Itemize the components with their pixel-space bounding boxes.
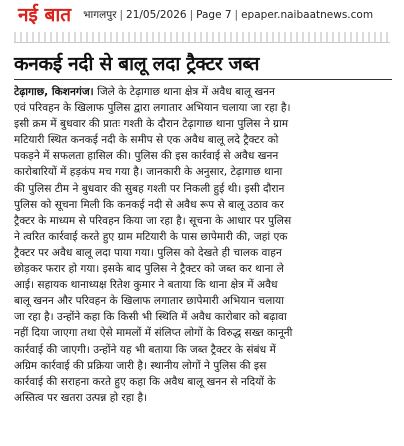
article-line: मटियारी स्थित कनकई नदी के समीप से एक अवैध बालू लदे ट्रैक्टर को xyxy=(14,134,279,147)
article-line: छोड़कर फरार हो गया। इसके बाद पुलिस ने ट्रैक्टर को जब्त कर थाना ले xyxy=(14,263,284,276)
article-line: पुलिस को सूचना मिली कि कनकई नदी से अवैध रूप से बालू उठाव कर xyxy=(14,198,284,211)
page-header xyxy=(0,0,404,30)
article-line: नहीं दिया जाएगा तथा ऐसे मामलों में संलिप्त लोगों के विरुद्ध सख्त कानूनी xyxy=(14,327,293,340)
article-line: कारोबारियों में हड़कंप मच गया है। जानकारी के अनुसार, टेढ़ागाछ थाना xyxy=(14,166,283,179)
article-line xyxy=(14,84,392,100)
article-line: कार्रवाई की जाएगी। उन्होंने यह भी बताया कि जब्त ट्रैक्टर के संबंध में xyxy=(14,343,276,356)
article-line: ट्रैक्टर पर अवैध बालू लदा पाया गया। पुलिस को देखते ही चालक वाहन xyxy=(14,246,282,259)
headline-divider xyxy=(14,79,392,80)
epaper-url: epaper.naibaatnews.com xyxy=(241,9,374,21)
newspaper-logo: नई बात xyxy=(18,3,72,26)
separator: | xyxy=(119,9,124,21)
article-line: बालू खनन और परिवहन के खिलाफ लगातार छापेमारी अभियान चलाया xyxy=(14,295,284,308)
article-body xyxy=(14,84,392,406)
article-line: कार्रवाई की सराहना करते हुए कहा कि अवैध बालू खनन से नदियों के xyxy=(14,375,276,388)
edition-info xyxy=(83,8,373,22)
separator: | xyxy=(234,9,239,21)
article-dateline: टेढ़ागाछ, किशनगंज। xyxy=(14,86,94,98)
article-line: इसी क्रम में बुधवार की प्रातः गश्ती के दौरान टेढ़ागाछ थाना पुलिस ने ग्राम xyxy=(14,118,289,131)
separator: | xyxy=(189,9,194,21)
article-line: ने त्वरित कार्रवाई करते हुए ग्राम मटियारी के पास छापेमारी की, जहां एक xyxy=(14,230,288,243)
previous-article-fragment xyxy=(14,32,390,43)
article-line: जा रहा है। उन्होंने कहा कि किसी भी स्थिति में अवैध कारोबार को बढ़ावा xyxy=(14,311,287,324)
page-number: Page 7 xyxy=(196,9,232,21)
article-line: ट्रैक्टर के माध्यम से परिवहन किया जा रहा है। सूचना के आधार पर पुलिस xyxy=(14,214,292,227)
article-line: एवं परिवहन के खिलाफ पुलिस द्वारा लगातार अभियान चलाया जा रहा है। xyxy=(14,102,291,115)
edition-date: 21/05/2026 xyxy=(126,9,187,21)
article-line: अग्रिम कार्रवाई की प्रक्रिया जारी है। स्थानीय लोगों ने पुलिस की इस xyxy=(14,359,267,372)
article-clipping xyxy=(0,32,404,446)
article-headline: कनकई नदी से बालू लदा ट्रैक्टर जब्त xyxy=(14,53,260,75)
article-line: की पुलिस टीम ने बुधवार की सुबह गश्ती पर निकली हुई थी। इसी दौरान xyxy=(14,182,285,195)
edition-location: भागलपुर xyxy=(83,9,117,21)
article-line-text: जिले के टेढ़ागाछ थाना क्षेत्र में अवैध बालू खनन xyxy=(93,86,275,98)
article-line: आई। सहायक थानाध्यक्ष रितेश कुमार ने बताया कि थाना क्षेत्र में अवैध xyxy=(14,279,278,292)
article-line: पकड़ने में सफलता हासिल की। पुलिस की इस कार्रवाई से अवैध खनन xyxy=(14,150,279,163)
article-line: अस्तित्व पर खतरा उत्पन्न हो रहा है। xyxy=(14,391,148,404)
